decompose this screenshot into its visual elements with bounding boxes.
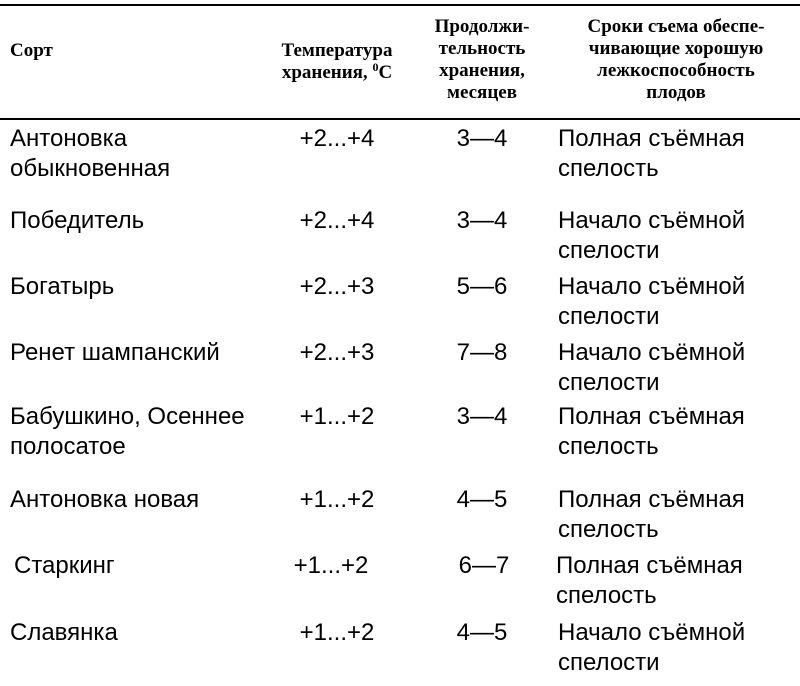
table-row: [0, 551, 800, 619]
table-row: [0, 272, 800, 340]
cell-duration: 7—8: [456, 339, 508, 366]
cell-harvest-terms: Полная съёмная спелость: [558, 125, 745, 182]
table-top-rule: [0, 4, 800, 6]
cell-duration: 3—4: [456, 207, 508, 234]
cell-duration: 5—6: [456, 273, 508, 300]
header-temperature: [264, 40, 410, 84]
cell-variety: Славянка: [10, 619, 118, 646]
cell-temperature: +1...+2: [299, 403, 375, 430]
cell-harvest-terms: Полная съёмная спелость: [556, 552, 743, 609]
table-row: [0, 402, 800, 470]
header-bottom-rule: [0, 118, 800, 120]
cell-variety: Старкинг: [14, 552, 115, 579]
cell-variety: Ренет шампанский: [10, 339, 220, 366]
header-harvest-terms: Сроки съема обеспе- чивающие хорошую лежкоспособность плодов: [587, 16, 765, 103]
header-temperature-label: Температура хранения,: [281, 40, 393, 83]
table-row: [0, 338, 800, 406]
table-row: [0, 618, 800, 686]
cell-variety: Победитель: [10, 207, 145, 234]
cell-temperature: +2...+4: [299, 125, 375, 152]
header-temperature-degree: 0: [372, 60, 379, 74]
cell-harvest-terms: Начало съёмной спелости: [558, 339, 746, 396]
cell-temperature: +2...+3: [299, 339, 375, 366]
cell-variety: Антоновка новая: [10, 486, 200, 513]
cell-variety: Бабушкино, Осеннее полосатое: [10, 403, 245, 460]
cell-harvest-terms: Начало съёмной спелости: [558, 273, 746, 330]
cell-variety: Богатырь: [10, 273, 115, 300]
header-variety: Сорт: [10, 40, 53, 61]
cell-duration: 4—5: [456, 619, 508, 646]
cell-temperature: +1...+2: [293, 552, 369, 579]
table-row: [0, 206, 800, 274]
cell-duration: 6—7: [458, 552, 510, 579]
cell-temperature: +2...+3: [299, 273, 375, 300]
table-row: [0, 485, 800, 553]
cell-temperature: +2...+4: [299, 207, 375, 234]
cell-temperature: +1...+2: [299, 619, 375, 646]
cell-duration: 4—5: [456, 486, 508, 513]
header-temperature-unit: С: [378, 62, 393, 83]
cell-duration: 3—4: [456, 125, 508, 152]
header-duration: Продолжи- тельность хранения, месяцев: [434, 16, 530, 103]
cell-harvest-terms: Полная съёмная спелость: [558, 486, 745, 543]
table-row: [0, 124, 800, 192]
cell-harvest-terms: Начало съёмной спелости: [558, 207, 746, 264]
cell-temperature: +1...+2: [299, 486, 375, 513]
cell-harvest-terms: Начало съёмной спелости: [558, 619, 746, 676]
cell-duration: 3—4: [456, 403, 508, 430]
cell-harvest-terms: Полная съёмная спелость: [558, 403, 745, 460]
cell-variety: Антоновка обыкновенная: [10, 125, 171, 182]
